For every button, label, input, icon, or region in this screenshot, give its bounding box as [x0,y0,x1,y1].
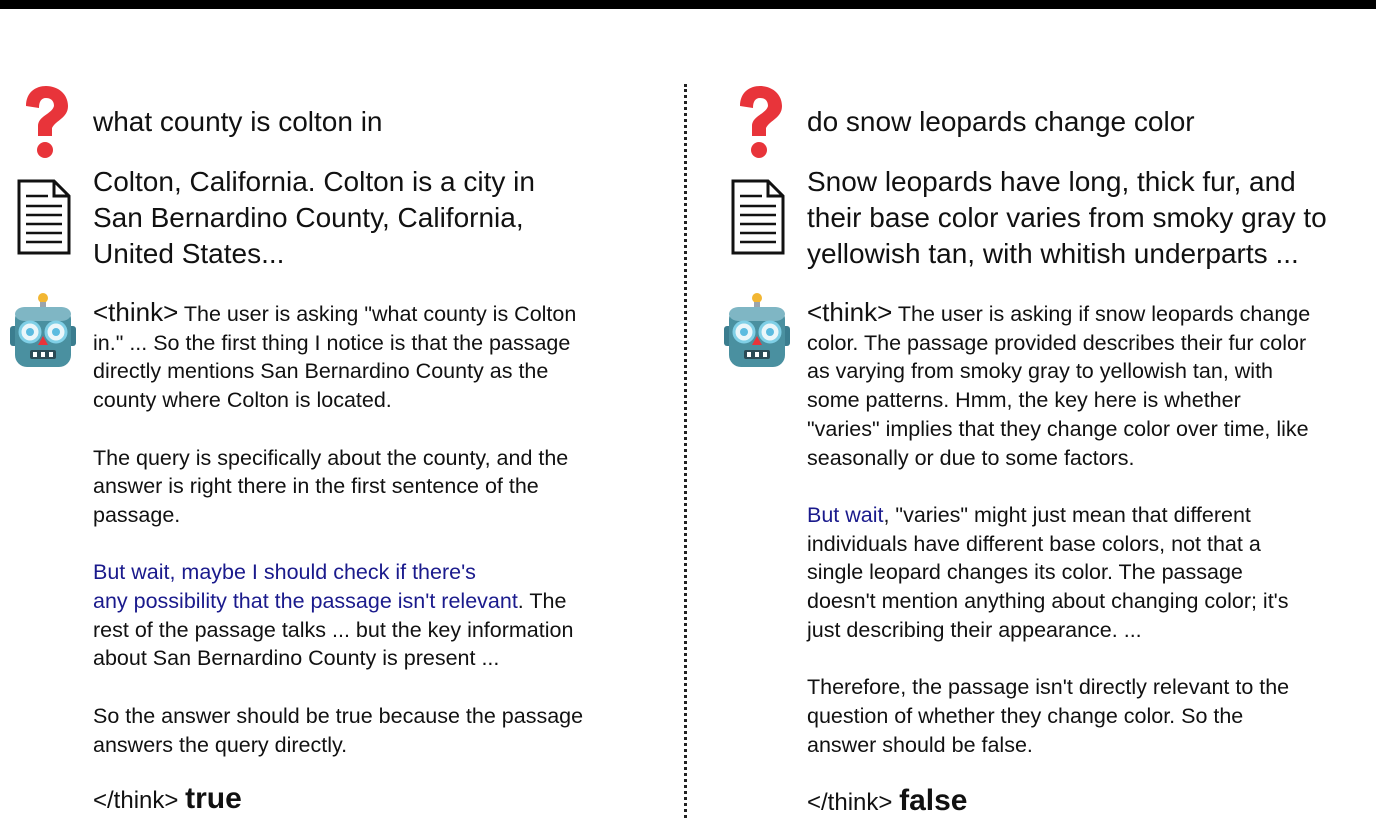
think-close-tag: </think> [93,787,179,814]
reasoning-line: county where Colton is located. [93,388,392,413]
reasoning-paragraph [807,673,1310,759]
reasoning-text [93,298,583,788]
reasoning-line: rest of the passage talks ... but the key information [93,617,574,642]
final-answer [93,782,242,816]
final-answer [807,784,967,818]
reasoning-line: some patterns. Hmm, the key here is whether [807,388,1241,413]
reasoning-line: The user is asking "what county is Colton [178,302,577,326]
column-divider [684,84,687,818]
answer-value: true [185,782,242,815]
reasoning-paragraph [807,298,1310,472]
question-mark-icon [728,84,788,162]
document-icon [16,178,72,256]
reasoning-line: just describing their appearance. ... [807,617,1142,642]
passage-line: yellowish tan, with whitish underparts ... [807,238,1299,269]
reasoning-line: about San Bernardino County is present ... [93,646,500,671]
reasoning-paragraph [93,298,583,415]
reasoning-line: doesn't mention anything about changing color; it's [807,589,1289,614]
passage-text [807,164,1327,272]
passage-line: Snow leopards have long, thick fur, and [807,166,1296,197]
robot-icon [8,292,78,368]
think-open-tag: <think> [807,297,893,327]
query-text: what county is colton in [93,106,383,137]
reasoning-line: , "varies" might just mean that different [883,502,1251,527]
passage-line: Colton, California. Colton is a city in [93,166,535,197]
passage-line: San Bernardino County, California, [93,202,524,233]
reasoning-line: as varying from smoky gray to yellowish tan, with [807,359,1273,384]
reasoning-line: So the answer should be true because the passage [93,703,584,728]
reasoning-paragraph [807,501,1310,645]
think-close-tag: </think> [807,789,893,816]
reasoning-line: . The [517,589,567,613]
reasoning-line: in." ... So the first thing I notice is that the passage [93,330,571,355]
reasoning-paragraph [93,702,583,759]
reasoning-line: The user is asking if snow leopards change [892,302,1311,326]
reasoning-paragraph [93,558,583,673]
document-icon [730,178,786,256]
reasoning-line: question of whether they change color. So the [807,703,1244,728]
reasoning-line: individuals have different base colors, not that a [807,531,1261,556]
robot-icon [722,292,792,368]
reasoning-paragraph [93,444,583,530]
top-border [0,0,1376,9]
highlighted-text: But wait [807,502,884,527]
passage-text [93,164,535,272]
highlighted-text: But wait, maybe I should check if there's [93,560,476,585]
reasoning-line: answer is right there in the first sentence of the [93,474,539,499]
reasoning-line: color. The passage provided describes their fur color [807,330,1307,355]
reasoning-line: Therefore, the passage isn't directly relevant to the [807,675,1290,700]
reasoning-line: passage. [93,502,181,527]
reasoning-line: directly mentions San Bernardino County as the [93,359,549,384]
reasoning-text [807,298,1310,788]
answer-value: false [899,784,968,817]
passage-line: United States... [93,238,285,269]
reasoning-line: answers the query directly. [93,732,348,757]
query-text: do snow leopards change color [807,106,1195,137]
reasoning-line: seasonally or due to some factors. [807,445,1135,470]
reasoning-line: "varies" implies that they change color over time, like [807,416,1309,441]
reasoning-line: single leopard changes its color. The passage [807,560,1243,585]
highlighted-text: any possibility that the passage isn't relevant [93,589,518,613]
passage-line: their base color varies from smoky gray to [807,202,1327,233]
think-open-tag: <think> [93,297,179,327]
reasoning-line: answer should be false. [807,732,1033,757]
question-mark-icon [14,84,74,162]
reasoning-line: The query is specifically about the county, and the [93,445,569,470]
